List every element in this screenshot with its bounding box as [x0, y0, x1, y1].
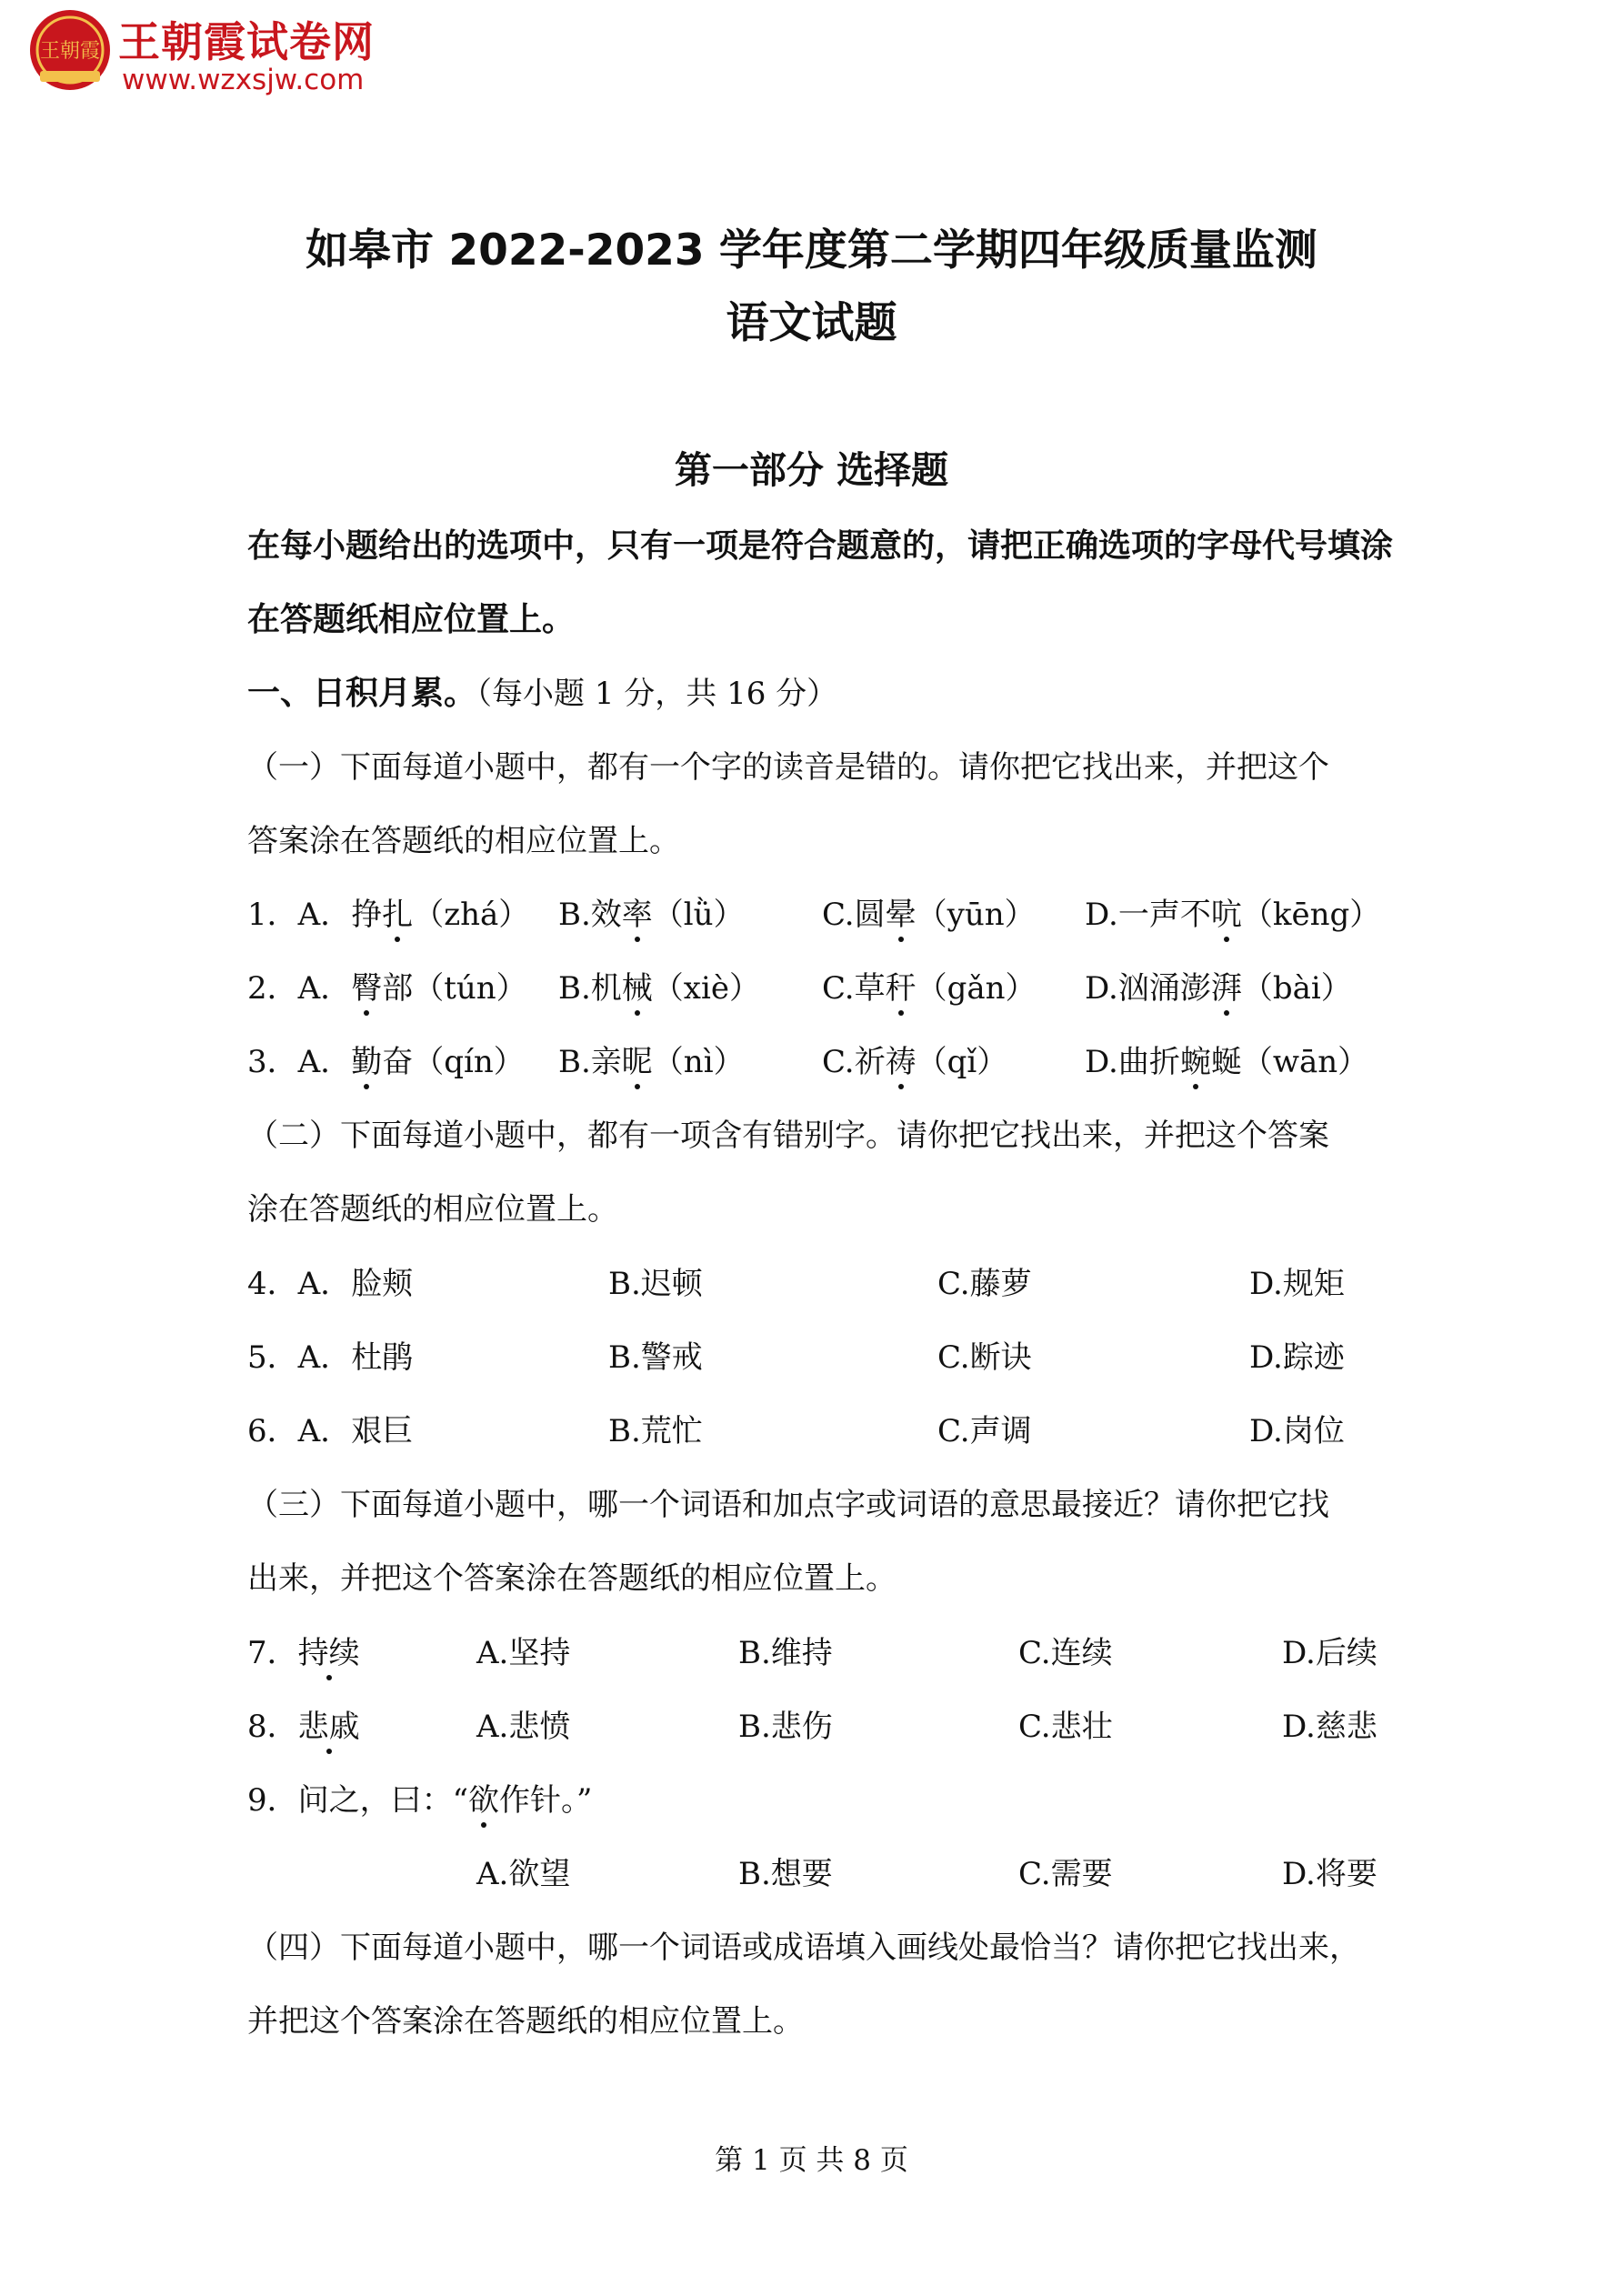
option-d[interactable]: D.岗位 [1249, 1413, 1345, 1449]
option-a[interactable]: A.欲望 [476, 1856, 571, 1892]
option-d[interactable]: D.汹涌澎湃（bài） [1085, 963, 1352, 1008]
option-a[interactable]: A.坚持 [476, 1635, 571, 1671]
sub-instruction: （一）下面每道小题中，都有一个字的读音是错的。请你把它找出来，并把这个 [247, 749, 1329, 786]
option-a[interactable]: A．脸颊 [297, 1266, 414, 1302]
question-stem: 持续 [298, 1628, 360, 1672]
site-name: 王朝霞试卷网 [118, 17, 375, 66]
option-b[interactable]: B.警戒 [608, 1339, 703, 1376]
option-d[interactable]: D.规矩 [1249, 1266, 1345, 1302]
option-d[interactable]: D.慈悲 [1282, 1709, 1378, 1745]
sub-instruction: 涂在答题纸的相应位置上。 [247, 1191, 618, 1228]
option-a[interactable]: A.悲愤 [476, 1709, 571, 1745]
option-d[interactable]: D.将要 [1282, 1856, 1378, 1892]
option-a[interactable]: A．挣扎（zhá） [298, 897, 530, 933]
question-stem: 悲戚 [298, 1701, 360, 1746]
exam-subtitle: 语文试题 [726, 298, 897, 348]
option-b[interactable]: B.迟顿 [608, 1266, 703, 1302]
question-4: 4．A．脸颊 [247, 1266, 414, 1302]
option-c[interactable]: C.圆晕（yūn） [822, 889, 1036, 934]
sub-instruction: （三）下面每道小题中，哪一个词语和加点字或词语的意思最接近？请你把它找 [247, 1487, 1329, 1523]
site-logo-seal [27, 7, 113, 93]
question-stem: 问之，曰：“欲作针。” [298, 1782, 593, 1819]
page-number: 第 1 页 共 8 页 [715, 2144, 908, 2177]
option-c[interactable]: C.悲壮 [1018, 1709, 1113, 1745]
instruction-line: 在答题纸相应位置上。 [247, 601, 576, 638]
option-c[interactable]: C.祈祷（qǐ） [822, 1037, 1007, 1081]
option-c[interactable]: C.草秆（gǎn） [822, 963, 1037, 1008]
sub-instruction: 并把这个答案涂在答题纸的相应位置上。 [247, 2003, 804, 2040]
option-a[interactable]: A．勤奋（qín） [298, 1044, 525, 1080]
option-b[interactable]: B.亲昵（nì） [558, 1037, 745, 1081]
option-d[interactable]: D.后续 [1282, 1635, 1378, 1671]
site-url[interactable]: www.wzxsjw.com [122, 64, 365, 96]
option-b[interactable]: B.悲伤 [738, 1709, 833, 1745]
option-a[interactable]: A．艰巨 [297, 1413, 414, 1449]
option-d[interactable]: D.踪迹 [1249, 1339, 1345, 1376]
section-title [247, 667, 837, 714]
svg-text:王朝霞: 王朝霞 [39, 40, 101, 63]
question-3: 3．A．勤奋（qín） [247, 1037, 525, 1081]
sub-instruction: （二）下面每道小题中，都有一项含有错别字。请你把它找出来，并把这个答案 [247, 1118, 1329, 1154]
sub-instruction: （四）下面每道小题中，哪一个词语或成语填入画线处最恰当？请你把它找出来， [247, 1930, 1360, 1966]
section-title-text: 一、日积月累。 [247, 675, 477, 712]
option-b[interactable]: B.荒忙 [608, 1413, 703, 1449]
question-7: 7．持续 [247, 1628, 360, 1672]
option-c[interactable]: C.声调 [937, 1413, 1032, 1449]
option-b[interactable]: B.维持 [738, 1635, 833, 1671]
option-d[interactable]: D.曲折蜿蜒（wān） [1085, 1037, 1368, 1081]
option-b[interactable]: B.机械（xiè） [558, 963, 760, 1008]
question-6: 6．A．艰巨 [247, 1413, 414, 1449]
option-c[interactable]: C.需要 [1018, 1856, 1113, 1892]
question-1: 1．A．挣扎（zhá） [247, 889, 529, 934]
option-a[interactable]: A．杜鹃 [297, 1339, 414, 1376]
question-5: 5．A．杜鹃 [247, 1339, 414, 1376]
option-c[interactable]: C.藤萝 [937, 1266, 1032, 1302]
exam-title: 如皋市 2022-2023 学年度第二学期四年级质量监测 [306, 226, 1317, 276]
option-a[interactable]: A．臀部（tún） [298, 970, 527, 1007]
option-c[interactable]: C.断诀 [937, 1339, 1032, 1376]
part-heading: 第一部分 选择题 [674, 448, 949, 492]
instruction-line: 在每小题给出的选项中，只有一项是符合题意的，请把正确选项的字母代号填涂 [247, 527, 1394, 565]
option-b[interactable]: B.效率（lǜ） [558, 889, 745, 934]
sub-instruction: 出来，并把这个答案涂在答题纸的相应位置上。 [247, 1560, 897, 1597]
option-d[interactable]: D.一声不吭（kēng） [1085, 889, 1380, 934]
question-2: 2．A．臀部（tún） [247, 963, 527, 1008]
question-8: 8．悲戚 [247, 1701, 360, 1746]
option-c[interactable]: C.连续 [1018, 1635, 1113, 1671]
option-b[interactable]: B.想要 [738, 1856, 833, 1892]
section-score: （每小题 1 分，共 16 分） [476, 676, 838, 712]
question-9: 9．问之，曰：“欲作针。” [247, 1775, 592, 1820]
sub-instruction: 答案涂在答题纸的相应位置上。 [247, 823, 680, 859]
